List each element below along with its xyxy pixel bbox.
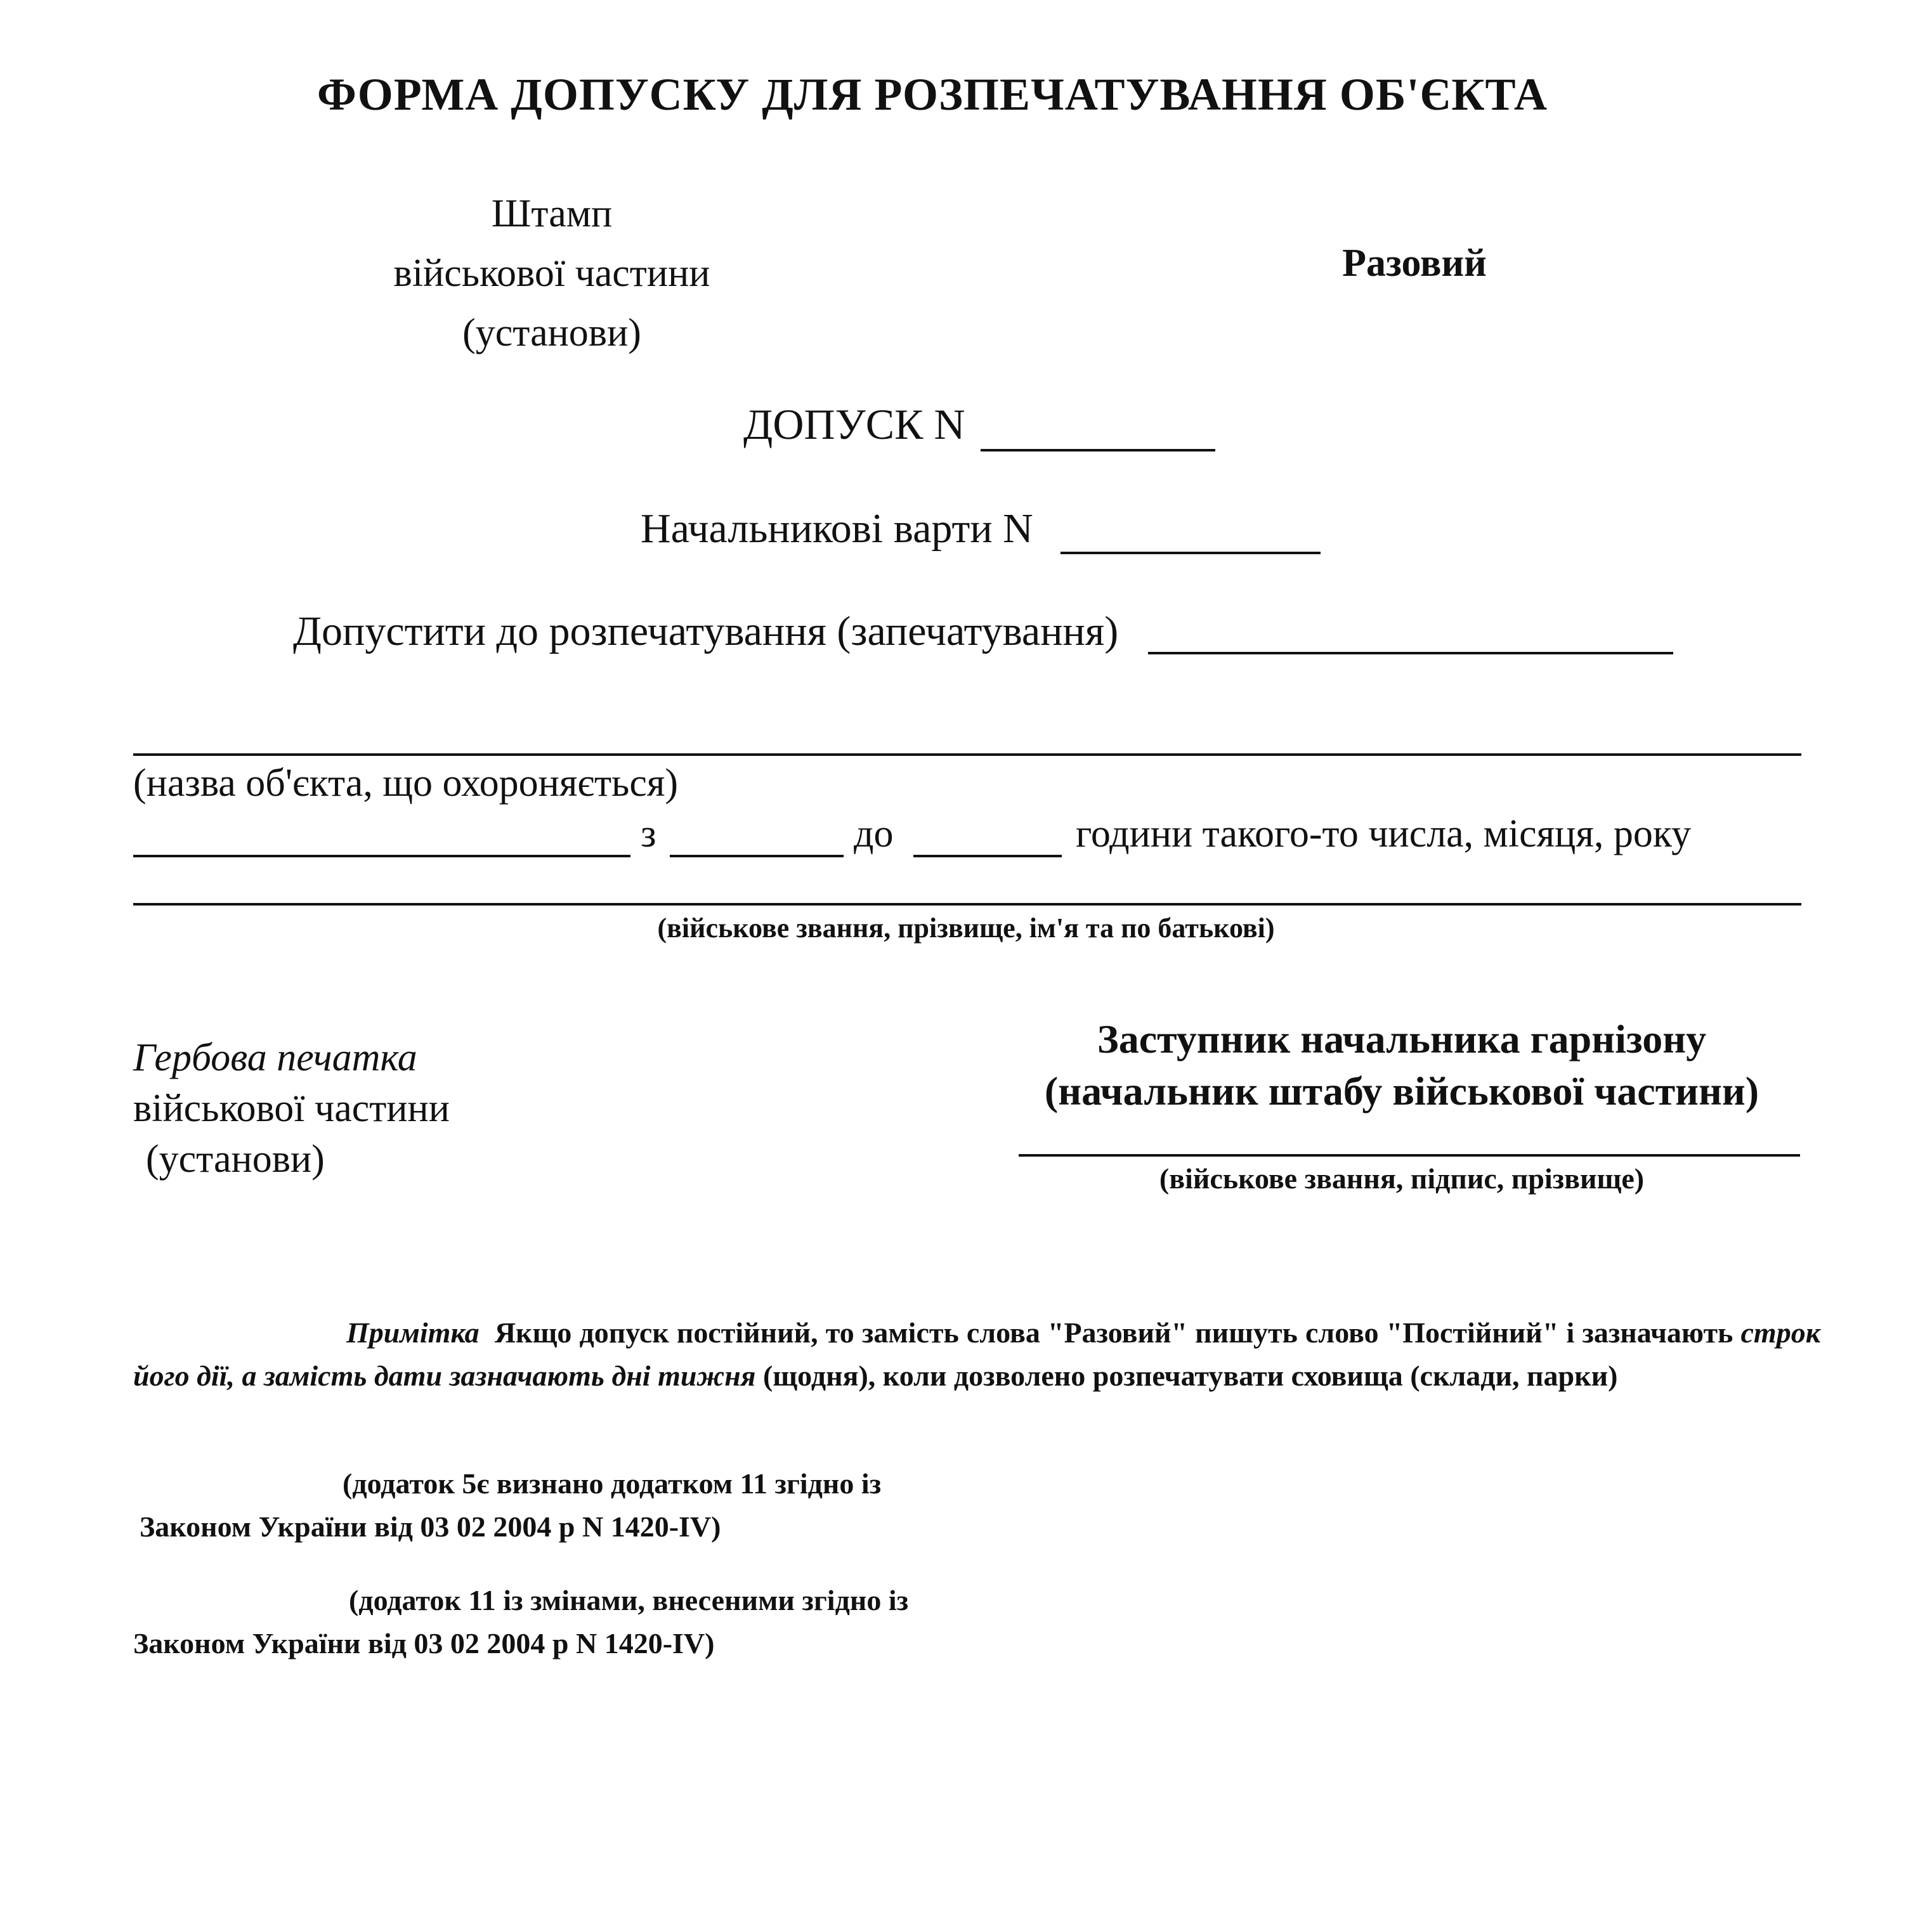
time-from-blank[interactable] [670, 855, 844, 857]
note-paragraph [133, 1311, 1820, 1398]
form-title: ФОРМА ДОПУСКУ ДЛЯ РОЗПЕЧАТУВАННЯ ОБ'ЄКТА [317, 69, 1548, 120]
stamp-placeholder [355, 184, 748, 363]
person-name-caption: (військове звання, прізвище, ім'я та по батькові) [657, 912, 1275, 944]
object-name-blank[interactable] [133, 753, 1801, 756]
signatory-title: Заступник начальника гарнізону [1097, 1016, 1707, 1062]
time-row-name-blank[interactable] [133, 855, 630, 857]
time-to-label: до [854, 812, 894, 855]
seal-line-1: Гербова печатка [133, 1036, 417, 1079]
guard-label: Начальникові варти N [641, 505, 1033, 552]
stamp-line-2: військової частини [393, 252, 710, 295]
object-name-caption: (назва об'єкта, що охороняється) [133, 762, 679, 805]
amendment-note [140, 1462, 881, 1549]
admit-label: Допустити до розпечатування (запечатування) [293, 608, 1119, 654]
time-to-blank[interactable] [913, 855, 1062, 857]
guard-number-blank[interactable] [1061, 552, 1321, 554]
amendment-note [133, 1579, 908, 1665]
signature-caption: (військове звання, підпис, прізвище) [1159, 1162, 1645, 1195]
amendment-line-2: Законом України від 03 02 2004 р N 1420-IV) [140, 1510, 721, 1543]
signature-blank[interactable] [1019, 1154, 1800, 1157]
amendment-line-1: (додаток 11 із змінами, внесеними згідно із [349, 1584, 909, 1616]
seal-placeholder [133, 1032, 450, 1185]
time-from-label: з [641, 812, 656, 855]
note-label: Примітка [346, 1316, 480, 1349]
time-suffix-label: години такого-то числа, місяця, року [1076, 812, 1692, 855]
admit-name-blank[interactable] [1148, 652, 1673, 654]
permit-type-label: Разовий [1342, 242, 1487, 285]
seal-line-2: військової частини [133, 1087, 450, 1130]
note-text: Якщо допуск постійний, то замість слова "Разовий" пишуть слово "Постійний" і зазначають [494, 1316, 1733, 1349]
stamp-line-1: Штамп [491, 192, 613, 235]
stamp-line-3: (установи) [462, 311, 641, 354]
permit-number-row [743, 399, 965, 450]
person-name-blank[interactable] [133, 903, 1801, 906]
amendment-line-1: (додаток 5є визнано додатком 11 згідно із [343, 1467, 882, 1500]
signatory-subtitle: (начальник штабу військової частини) [1044, 1068, 1759, 1114]
amendment-line-2: Законом України від 03 02 2004 р N 1420-IV) [133, 1627, 715, 1659]
note-text-tail: (щодня), коли дозволено розпечатувати сховища (склади, парки) [762, 1360, 1618, 1392]
permit-number-blank[interactable] [981, 449, 1215, 451]
admit-row [293, 607, 1118, 656]
guard-row [641, 505, 1033, 553]
permit-number-label: ДОПУСК N [743, 400, 965, 448]
note-text-italic: строк його дії, а замість дати зазначають дні тижня [133, 1316, 1821, 1392]
signatory-block [989, 1013, 1814, 1117]
seal-line-3: (установи) [146, 1138, 325, 1181]
